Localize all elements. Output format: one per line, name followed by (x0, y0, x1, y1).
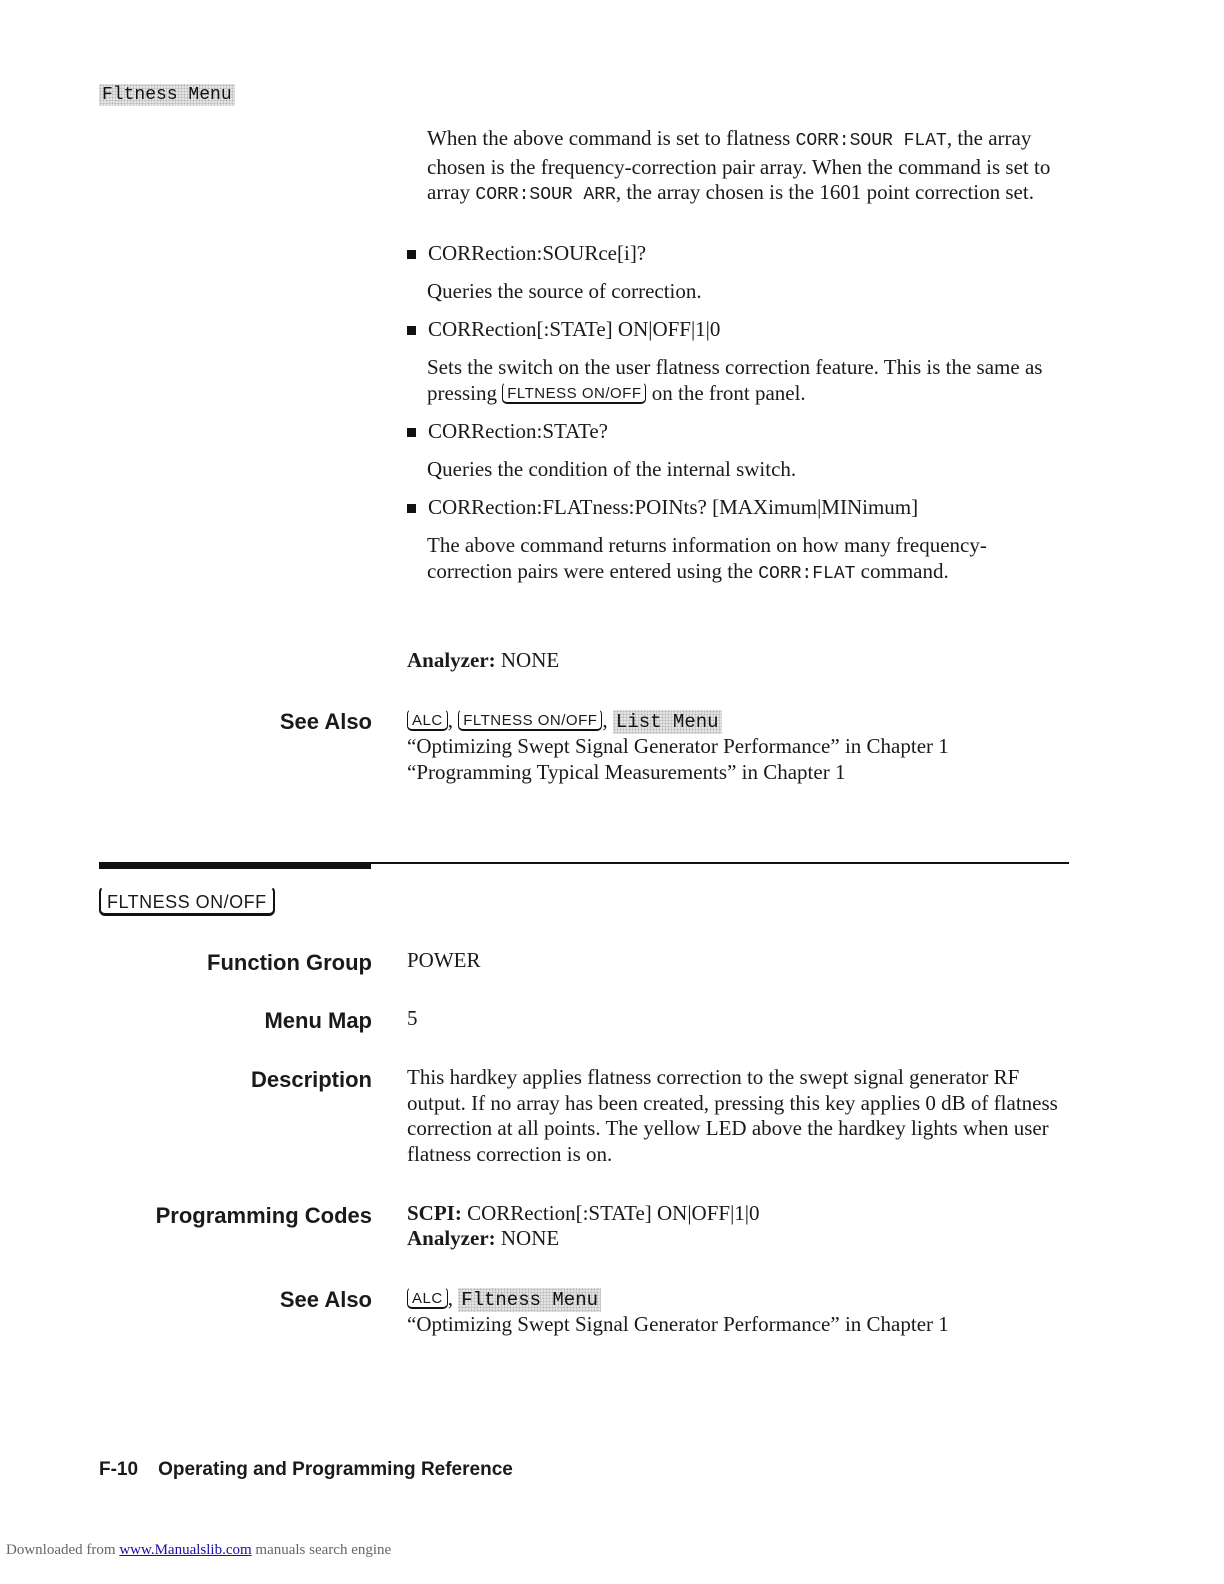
download-footer: Downloaded from www.Manualslib.com manuals search engine (6, 1542, 392, 1558)
see-also-label: See Also (279, 709, 372, 734)
function-group-label: Function Group (207, 950, 372, 975)
alc-key: ALC (407, 1287, 448, 1309)
programming-codes-label: Programming Codes (155, 1203, 372, 1228)
bullet-item: CORRection:SOURce[i]? (407, 241, 646, 267)
bullet-description: The above command returns information on how many frequency-correction pairs were entered using the CORR:FLAT command. (427, 533, 987, 584)
bullet-description: Queries the condition of the internal switch. (427, 457, 797, 481)
bullet-icon (407, 504, 416, 513)
menu-map-value: 5 (407, 1006, 418, 1030)
menu-map-label: Menu Map (264, 1008, 372, 1033)
description-label: Description (250, 1067, 372, 1092)
fltness-on-off-key: FLTNESS ON/OFF (458, 709, 602, 731)
page-number: F-10 (99, 1459, 139, 1480)
see-also-reference: “Optimizing Swept Signal Generator Performance” in Chapter 1 (407, 1312, 949, 1336)
see-also-reference: “Programming Typical Measurements” in Chapter 1 (407, 760, 846, 784)
scpi-line: SCPI: CORRection[:STATe] ON|OFF|1|0 (407, 1201, 760, 1225)
bullet-icon (407, 326, 416, 335)
bullet-description: Sets the switch on the user flatness correction feature. This is the same as pressing FLTNESS ON/OFF on the front panel. (427, 355, 1043, 405)
code-corr-sour-flat: CORR:SOUR FLAT (795, 131, 947, 151)
analyzer-line: Analyzer: NONE (407, 1226, 560, 1250)
fltness-menu-softkey: Fltness Menu (458, 1288, 601, 1312)
fltness-on-off-key: FLTNESS ON/OFF (502, 382, 646, 404)
bullet-icon (407, 428, 416, 437)
see-also-links: ALC , FLTNESS ON/OFF , List Menu (407, 708, 722, 736)
section-rule-thick (99, 862, 371, 869)
page-footer (99, 1459, 513, 1481)
code-corr-flat: CORR:FLAT (758, 563, 856, 584)
bullet-item: CORRection:STATe? (407, 419, 608, 445)
bullet-icon (407, 250, 416, 259)
description-text: This hardkey applies flatness correction to the swept signal generator RF output. If no array has been created, pressing this key applies 0 dB of flatness correction at all points. The yellow LED above the hardkey lights when user flatness correction is on. (407, 1065, 1058, 1166)
bullet-description: Queries the source of correction. (427, 279, 702, 303)
section-title (99, 888, 275, 918)
see-also-links: ALC , Fltness Menu (407, 1286, 601, 1314)
analyzer-line: Analyzer: NONE (407, 648, 560, 672)
fltness-menu-softkey: Fltness Menu (99, 84, 235, 106)
bullet-item: CORRection[:STATe] ON|OFF|1|0 (407, 317, 720, 343)
alc-key: ALC (407, 709, 448, 731)
correction-source-paragraph: When the above command is set to flatness CORR:SOUR FLAT, the array chosen is the frequency-correction pair array. When the command is set to array CORR:SOUR ARR, the array chosen is the 1601 point correction set. (427, 126, 1051, 205)
header-softkey (99, 82, 235, 107)
footer-title: Operating and Programming Reference (158, 1459, 513, 1480)
manualslib-link[interactable]: www.Manualslib.com (119, 1542, 252, 1558)
list-menu-softkey: List Menu (613, 710, 722, 734)
function-group-value: POWER (407, 948, 481, 972)
bullet-item: CORRection:FLATness:POINts? [MAXimum|MINimum] (407, 495, 918, 521)
fltness-on-off-title-key: FLTNESS ON/OFF (99, 886, 275, 916)
see-also-label: See Also (279, 1287, 372, 1312)
code-corr-sour-arr: CORR:SOUR ARR (475, 185, 616, 205)
see-also-reference: “Optimizing Swept Signal Generator Performance” in Chapter 1 (407, 734, 949, 758)
